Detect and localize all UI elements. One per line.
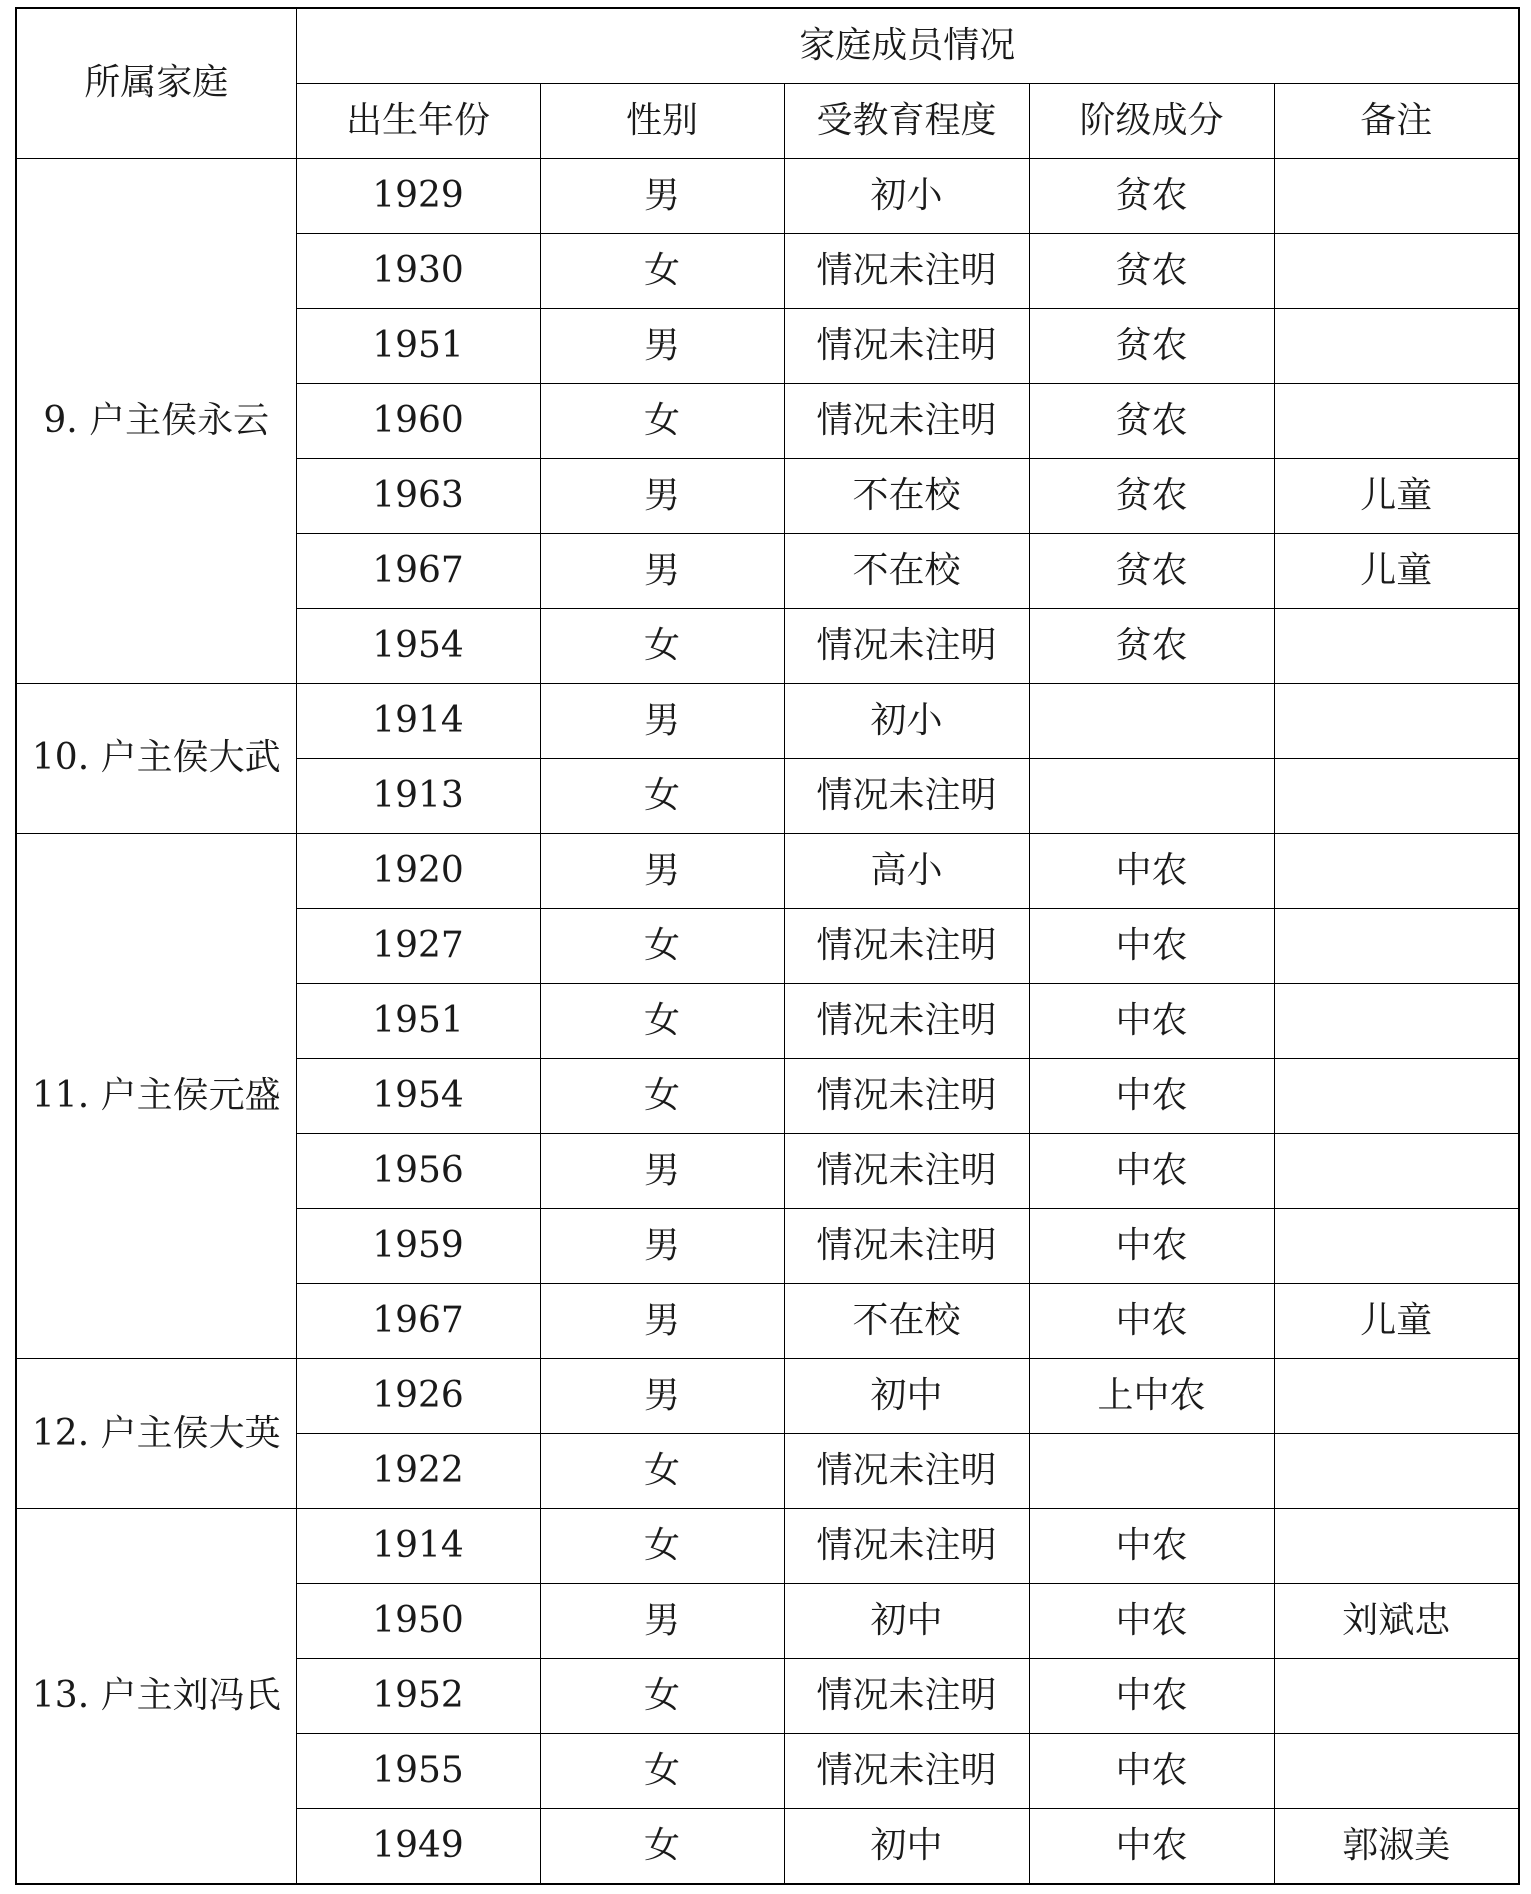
education-cell: 初中 bbox=[784, 1584, 1029, 1659]
notes-cell bbox=[1274, 158, 1519, 233]
education-cell: 情况未注明 bbox=[784, 1509, 1029, 1584]
gender-cell: 男 bbox=[540, 1283, 784, 1358]
notes-cell bbox=[1274, 833, 1519, 908]
education-cell: 情况未注明 bbox=[784, 1734, 1029, 1809]
class-status-cell: 中农 bbox=[1029, 908, 1274, 983]
class-status-cell: 中农 bbox=[1029, 1809, 1274, 1884]
family-column-header: 所属家庭 bbox=[16, 8, 296, 158]
birth-year-cell: 1950 bbox=[296, 1584, 540, 1659]
education-cell: 不在校 bbox=[784, 1283, 1029, 1358]
gender-cell: 男 bbox=[540, 158, 784, 233]
notes-cell bbox=[1274, 683, 1519, 758]
gender-cell: 男 bbox=[540, 683, 784, 758]
notes-cell: 刘斌忠 bbox=[1274, 1584, 1519, 1659]
gender-cell: 男 bbox=[540, 533, 784, 608]
birth-year-cell: 1914 bbox=[296, 1509, 540, 1584]
table-body bbox=[16, 158, 1519, 1884]
notes-cell bbox=[1274, 1359, 1519, 1434]
gender-header: 性别 bbox=[540, 83, 784, 158]
notes-cell: 郭淑美 bbox=[1274, 1809, 1519, 1884]
class-status-header: 阶级成分 bbox=[1029, 83, 1274, 158]
class-status-cell: 贫农 bbox=[1029, 158, 1274, 233]
gender-cell: 男 bbox=[540, 308, 784, 383]
birth-year-cell: 1952 bbox=[296, 1659, 540, 1734]
birth-year-cell: 1967 bbox=[296, 533, 540, 608]
family-members-table bbox=[15, 7, 1520, 1885]
gender-cell: 女 bbox=[540, 1434, 784, 1509]
education-cell: 不在校 bbox=[784, 533, 1029, 608]
education-cell: 情况未注明 bbox=[784, 1434, 1029, 1509]
education-cell: 高小 bbox=[784, 833, 1029, 908]
birth-year-cell: 1913 bbox=[296, 758, 540, 833]
notes-cell bbox=[1274, 233, 1519, 308]
education-cell: 情况未注明 bbox=[784, 1659, 1029, 1734]
class-status-cell: 中农 bbox=[1029, 1584, 1274, 1659]
education-cell: 情况未注明 bbox=[784, 1058, 1029, 1133]
household-label: 9. 户主侯永云 bbox=[16, 158, 296, 683]
notes-cell bbox=[1274, 908, 1519, 983]
class-status-cell: 中农 bbox=[1029, 1659, 1274, 1734]
gender-cell: 男 bbox=[540, 833, 784, 908]
notes-cell bbox=[1274, 608, 1519, 683]
education-cell: 初中 bbox=[784, 1359, 1029, 1434]
class-status-cell: 贫农 bbox=[1029, 533, 1274, 608]
class-status-cell: 中农 bbox=[1029, 1208, 1274, 1283]
table-row bbox=[16, 683, 1519, 758]
birth-year-cell: 1960 bbox=[296, 383, 540, 458]
gender-cell: 女 bbox=[540, 383, 784, 458]
birth-year-cell: 1951 bbox=[296, 308, 540, 383]
education-cell: 情况未注明 bbox=[784, 1208, 1029, 1283]
education-cell: 情况未注明 bbox=[784, 1133, 1029, 1208]
header-row-group bbox=[16, 8, 1519, 83]
class-status-cell bbox=[1029, 1434, 1274, 1509]
class-status-cell bbox=[1029, 683, 1274, 758]
birth-year-cell: 1967 bbox=[296, 1283, 540, 1358]
notes-cell bbox=[1274, 1058, 1519, 1133]
household-label: 13. 户主刘冯氏 bbox=[16, 1509, 296, 1884]
birth-year-cell: 1959 bbox=[296, 1208, 540, 1283]
education-cell: 情况未注明 bbox=[784, 908, 1029, 983]
birth-year-cell: 1926 bbox=[296, 1359, 540, 1434]
gender-cell: 女 bbox=[540, 908, 784, 983]
education-cell: 不在校 bbox=[784, 458, 1029, 533]
gender-cell: 男 bbox=[540, 1359, 784, 1434]
household-label: 11. 户主侯元盛 bbox=[16, 833, 296, 1358]
notes-cell bbox=[1274, 758, 1519, 833]
class-status-cell: 中农 bbox=[1029, 833, 1274, 908]
birth-year-cell: 1914 bbox=[296, 683, 540, 758]
table-row bbox=[16, 833, 1519, 908]
class-status-cell: 中农 bbox=[1029, 1283, 1274, 1358]
birth-year-cell: 1954 bbox=[296, 608, 540, 683]
gender-cell: 女 bbox=[540, 1058, 784, 1133]
education-cell: 初小 bbox=[784, 683, 1029, 758]
notes-cell bbox=[1274, 983, 1519, 1058]
notes-cell: 儿童 bbox=[1274, 533, 1519, 608]
class-status-cell: 贫农 bbox=[1029, 308, 1274, 383]
notes-cell bbox=[1274, 1434, 1519, 1509]
notes-cell bbox=[1274, 1509, 1519, 1584]
gender-cell: 男 bbox=[540, 1584, 784, 1659]
notes-cell bbox=[1274, 1208, 1519, 1283]
education-cell: 初小 bbox=[784, 158, 1029, 233]
gender-cell: 女 bbox=[540, 758, 784, 833]
members-group-header: 家庭成员情况 bbox=[296, 8, 1519, 83]
notes-cell: 儿童 bbox=[1274, 458, 1519, 533]
education-cell: 情况未注明 bbox=[784, 383, 1029, 458]
birth-year-cell: 1927 bbox=[296, 908, 540, 983]
gender-cell: 女 bbox=[540, 1734, 784, 1809]
notes-cell bbox=[1274, 383, 1519, 458]
gender-cell: 女 bbox=[540, 1659, 784, 1734]
class-status-cell: 中农 bbox=[1029, 1509, 1274, 1584]
birth-year-header: 出生年份 bbox=[296, 83, 540, 158]
class-status-cell: 贫农 bbox=[1029, 608, 1274, 683]
class-status-cell bbox=[1029, 758, 1274, 833]
education-cell: 情况未注明 bbox=[784, 983, 1029, 1058]
notes-cell: 儿童 bbox=[1274, 1283, 1519, 1358]
class-status-cell: 中农 bbox=[1029, 1058, 1274, 1133]
notes-cell bbox=[1274, 308, 1519, 383]
gender-cell: 女 bbox=[540, 233, 784, 308]
household-label: 10. 户主侯大武 bbox=[16, 683, 296, 833]
birth-year-cell: 1929 bbox=[296, 158, 540, 233]
education-header: 受教育程度 bbox=[784, 83, 1029, 158]
gender-cell: 女 bbox=[540, 608, 784, 683]
birth-year-cell: 1951 bbox=[296, 983, 540, 1058]
household-label: 12. 户主侯大英 bbox=[16, 1359, 296, 1509]
education-cell: 情况未注明 bbox=[784, 308, 1029, 383]
notes-header: 备注 bbox=[1274, 83, 1519, 158]
class-status-cell: 中农 bbox=[1029, 1734, 1274, 1809]
birth-year-cell: 1922 bbox=[296, 1434, 540, 1509]
class-status-cell: 上中农 bbox=[1029, 1359, 1274, 1434]
class-status-cell: 贫农 bbox=[1029, 233, 1274, 308]
education-cell: 初中 bbox=[784, 1809, 1029, 1884]
birth-year-cell: 1963 bbox=[296, 458, 540, 533]
birth-year-cell: 1956 bbox=[296, 1133, 540, 1208]
gender-cell: 女 bbox=[540, 1509, 784, 1584]
class-status-cell: 贫农 bbox=[1029, 458, 1274, 533]
table-row bbox=[16, 1359, 1519, 1434]
table-row bbox=[16, 158, 1519, 233]
class-status-cell: 贫农 bbox=[1029, 383, 1274, 458]
gender-cell: 男 bbox=[540, 1208, 784, 1283]
birth-year-cell: 1930 bbox=[296, 233, 540, 308]
class-status-cell: 中农 bbox=[1029, 1133, 1274, 1208]
birth-year-cell: 1955 bbox=[296, 1734, 540, 1809]
education-cell: 情况未注明 bbox=[784, 233, 1029, 308]
gender-cell: 女 bbox=[540, 1809, 784, 1884]
table-row bbox=[16, 1509, 1519, 1584]
notes-cell bbox=[1274, 1734, 1519, 1809]
notes-cell bbox=[1274, 1659, 1519, 1734]
birth-year-cell: 1949 bbox=[296, 1809, 540, 1884]
gender-cell: 男 bbox=[540, 458, 784, 533]
education-cell: 情况未注明 bbox=[784, 758, 1029, 833]
gender-cell: 女 bbox=[540, 983, 784, 1058]
birth-year-cell: 1954 bbox=[296, 1058, 540, 1133]
notes-cell bbox=[1274, 1133, 1519, 1208]
gender-cell: 男 bbox=[540, 1133, 784, 1208]
education-cell: 情况未注明 bbox=[784, 608, 1029, 683]
birth-year-cell: 1920 bbox=[296, 833, 540, 908]
class-status-cell: 中农 bbox=[1029, 983, 1274, 1058]
